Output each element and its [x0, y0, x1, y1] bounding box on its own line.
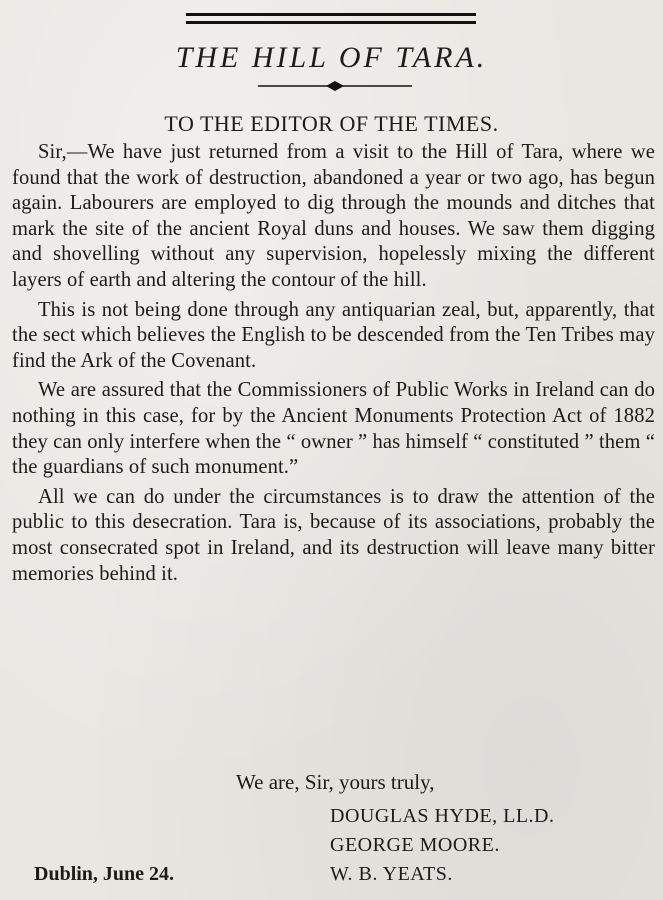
top-rule-second: [186, 21, 476, 24]
dateline: Dublin, June 24.: [34, 863, 175, 885]
subheading: TO THE EDITOR OF THE TIMES.: [164, 111, 499, 136]
ornament-divider: [258, 80, 412, 92]
paragraph-1: Sir,—We have just returned from a visit to the Hill of Tara, where we found that the work of destruction, abandoned a year or two ago, has begun again. Labourers are employed to dig through the mounds and ditches that mark the site of the ancient Royal duns and houses. We saw them digging and shovelling without any supervision, hopelessly mixing the different layers of earth and altering the contour of the hill.: [12, 141, 655, 291]
letter-body: [12, 140, 655, 591]
top-rule: [186, 13, 476, 16]
paragraph-3: We are assured that the Commissioners of Public Works in Ireland can do nothing in this case, for by the Ancient Monuments Protection Act of 1882 they can only interfere when the “ owner ” has himself “ constituted ” them “ the guardians of such monument.”: [12, 379, 656, 479]
signatory-moore: GEORGE MOORE.: [330, 834, 500, 856]
signatory-yeats: W. B. YEATS.: [330, 863, 453, 885]
signatory-hyde: DOUGLAS HYDE, LL.D.: [330, 805, 555, 827]
paragraph-4: All we can do under the circumstances is to draw the attention of the public to this desecration. Tara is, because of its associations, probably the most consecrated spot in Ireland, and its destruction will leave many bitter memories behind it.: [12, 485, 655, 585]
paragraph-2: This is not being done through any antiquarian zeal, but, apparently, that the sect which believes the English to be descended from the Ten Tribes may find the Ark of the Covenant.: [12, 298, 655, 372]
closing-salutation: We are, Sir, yours truly,: [236, 770, 435, 794]
headline: THE HILL OF TARA.: [175, 41, 488, 74]
